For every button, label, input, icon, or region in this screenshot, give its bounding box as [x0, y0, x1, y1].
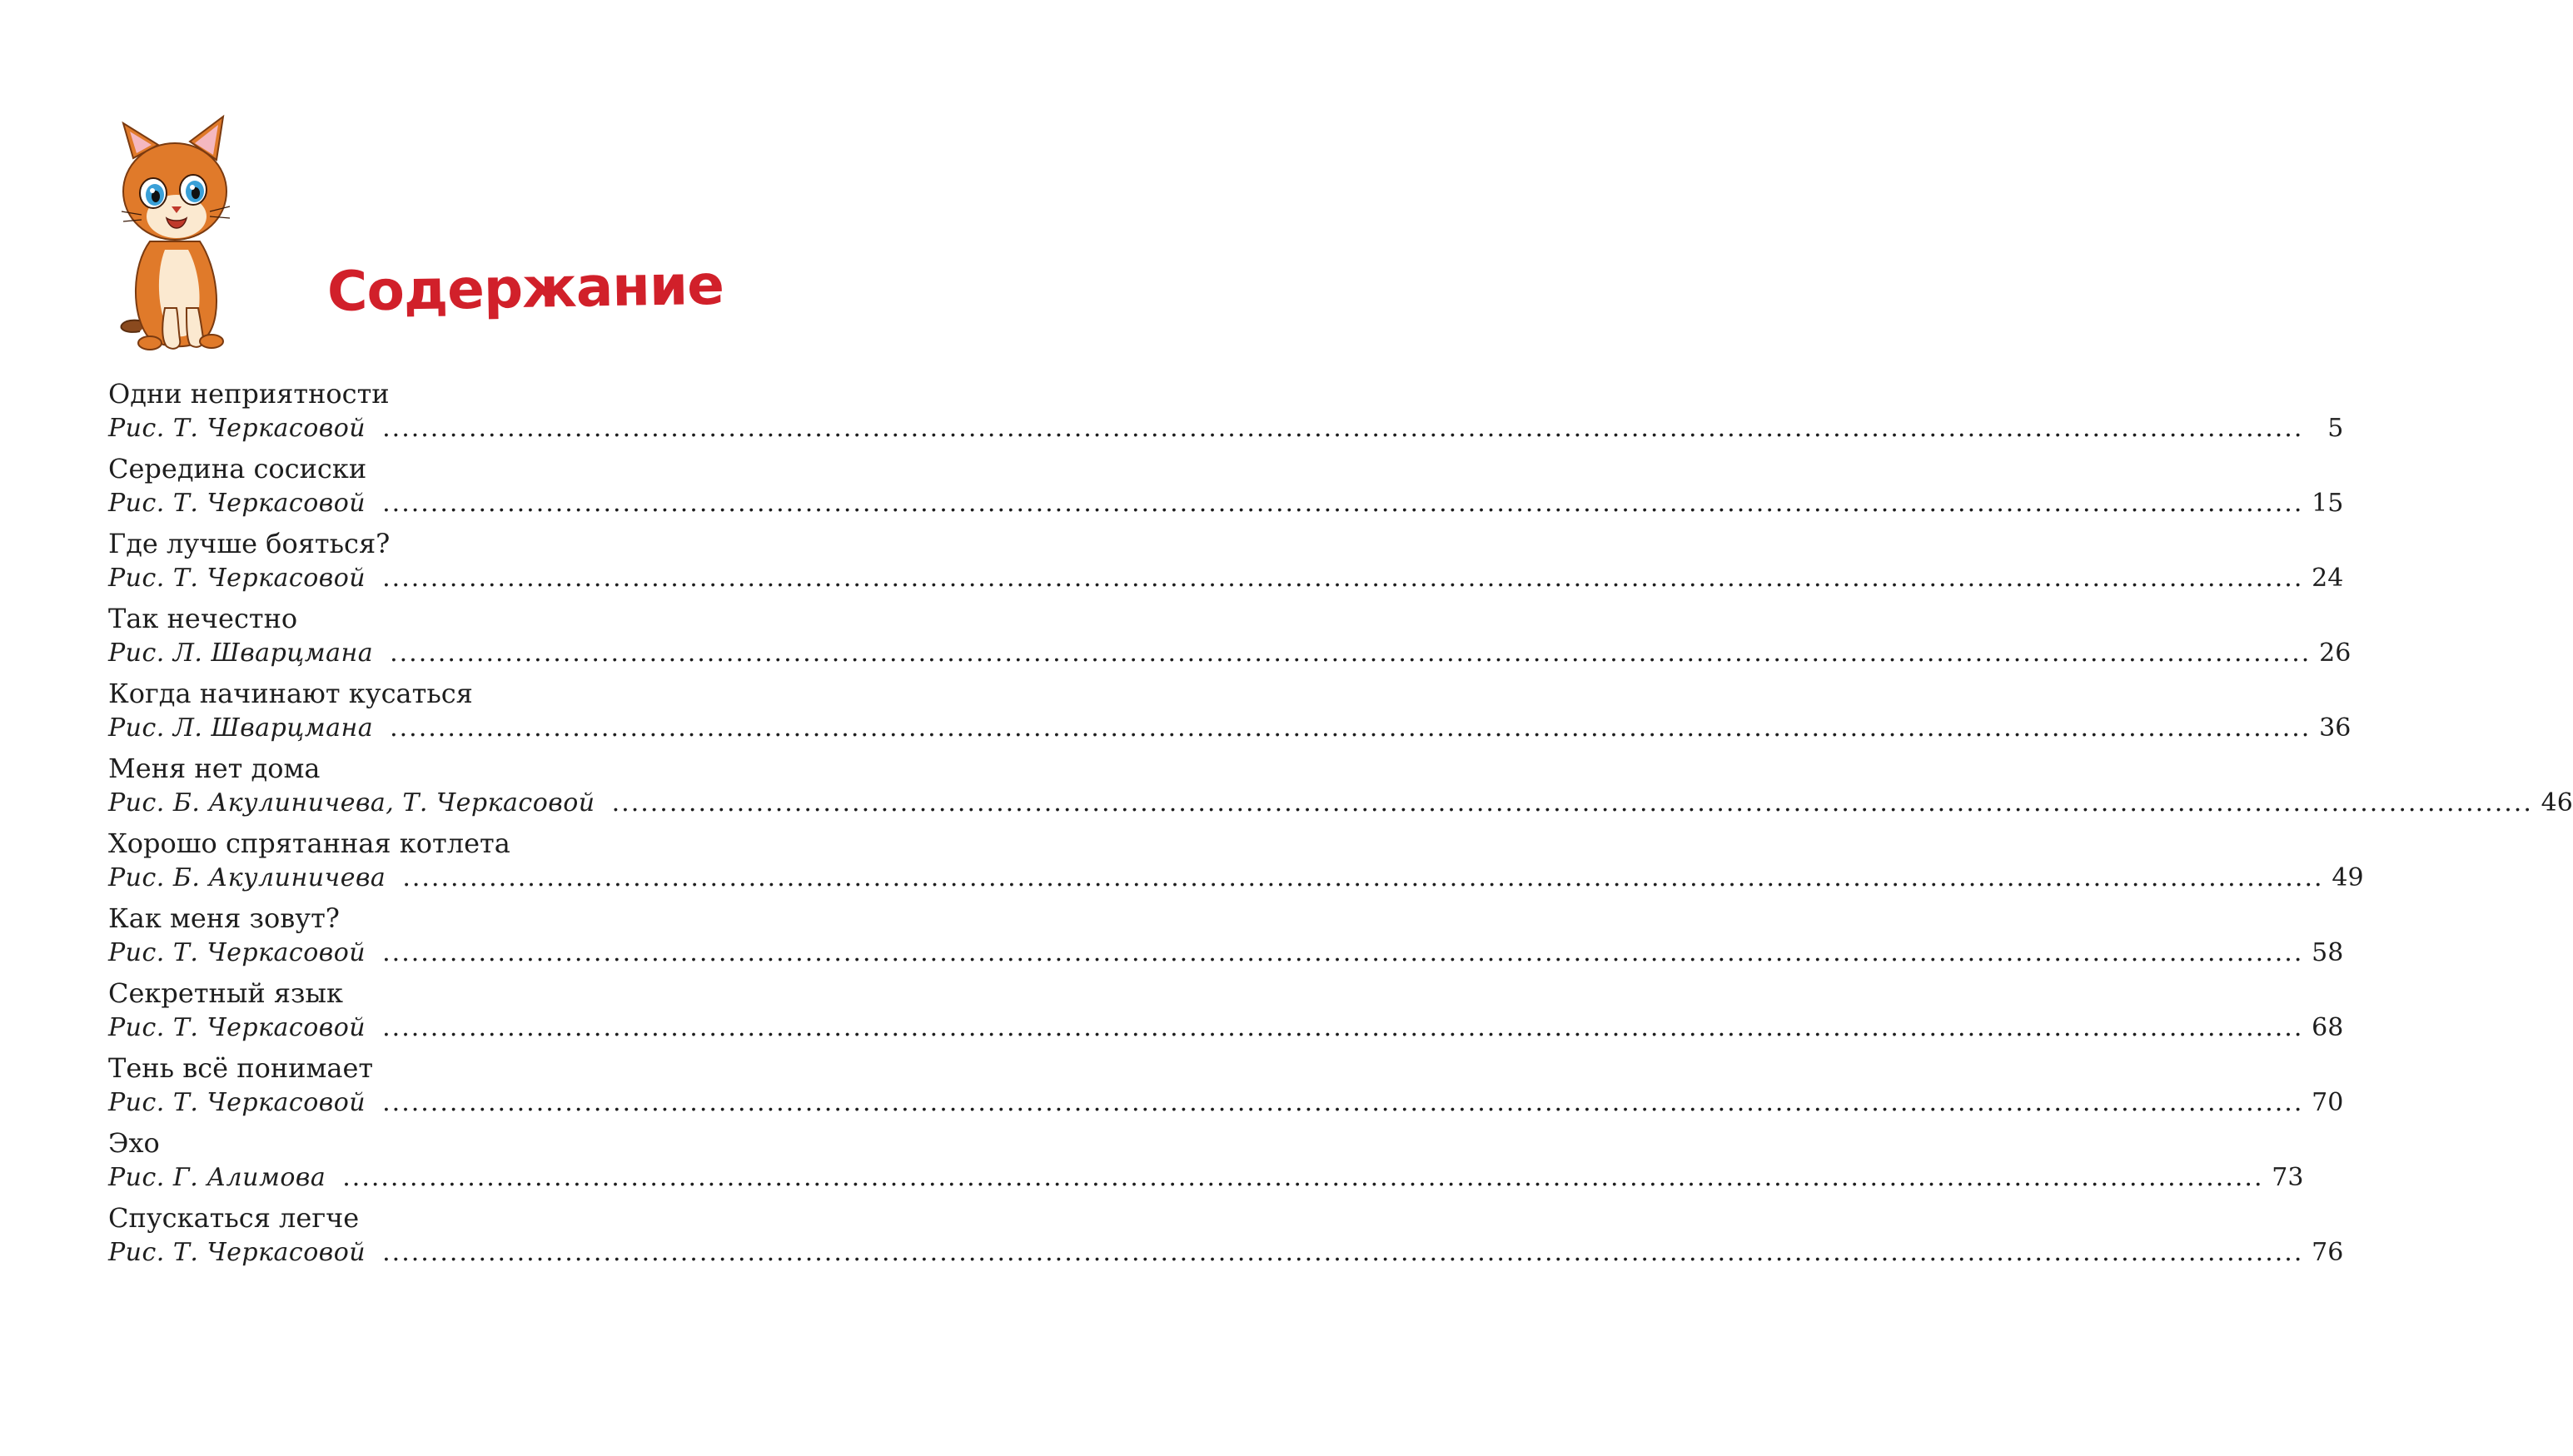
toc-entry-page-number: 46	[2541, 788, 2573, 817]
toc-entry-credit: Рис. Т. Черкасовой	[108, 489, 366, 518]
dot-leader: ........................................................................................................................................................................................................	[342, 1163, 2264, 1192]
dot-leader: ........................................................................................................................................................................................................	[611, 788, 2533, 817]
toc-entry	[108, 976, 2344, 1051]
toc-entry-title: Где лучше бояться?	[108, 528, 391, 559]
toc-entry	[108, 1126, 2304, 1200]
toc-entry	[108, 601, 2352, 676]
toc-entry-title: Как меня зовут?	[108, 902, 340, 934]
toc-entry-page-number: 73	[2272, 1163, 2304, 1192]
toc-entry-credit: Рис. Т. Черкасовой	[108, 1238, 366, 1267]
dot-leader: ........................................................................................................................................................................................................	[390, 639, 2312, 668]
toc-entry-credit: Рис. Т. Черкасовой	[108, 564, 366, 593]
dot-leader: ........................................................................................................................................................................................................	[390, 713, 2312, 743]
toc-entry-credit: Рис. Т. Черкасовой	[108, 414, 366, 443]
toc-entry-page-number: 49	[2332, 863, 2364, 892]
toc-entry	[108, 751, 2573, 826]
toc-entry-title: Так нечестно	[108, 603, 298, 634]
dot-leader: ........................................................................................................................................................................................................	[382, 489, 2304, 518]
toc-entry-credit: Рис. Л. Шварцмана	[108, 639, 374, 668]
toc-entry-line	[108, 1086, 2344, 1121]
toc-entry-title: Секретный язык	[108, 977, 343, 1009]
toc-entry	[108, 676, 2352, 751]
toc-entry-line	[108, 636, 2352, 671]
table-of-contents	[108, 376, 2573, 1275]
toc-entry-line	[108, 711, 2352, 746]
toc-entry-line	[108, 861, 2364, 896]
toc-entry	[108, 1200, 2344, 1275]
toc-entry-page-number: 24	[2312, 564, 2344, 593]
toc-entry-credit: Рис. Т. Черкасовой	[108, 1088, 366, 1117]
toc-entry	[108, 901, 2344, 976]
toc-entry-title: Спускаться легче	[108, 1202, 360, 1234]
dot-leader: ........................................................................................................................................................................................................	[402, 863, 2324, 892]
toc-entry-title: Середина сосиски	[108, 453, 367, 485]
toc-entry-title: Меня нет дома	[108, 753, 321, 784]
toc-entry-credit: Рис. Л. Шварцмана	[108, 713, 374, 743]
toc-entry	[108, 826, 2364, 901]
toc-entry-line	[108, 561, 2344, 596]
toc-entry-title: Хорошо спрятанная котлета	[108, 827, 510, 859]
dot-leader: ........................................................................................................................................................................................................	[382, 1088, 2304, 1117]
toc-entry-page-number: 5	[2327, 414, 2344, 443]
toc-entry-page-number: 15	[2312, 489, 2344, 518]
toc-entry	[108, 1051, 2344, 1126]
kitten-illustration	[107, 117, 244, 358]
toc-entry-credit: Рис. Т. Черкасовой	[108, 938, 366, 967]
toc-entry-credit: Рис. Б. Акулиничева	[108, 863, 386, 892]
toc-entry-page-number: 76	[2312, 1238, 2344, 1267]
dot-leader: ........................................................................................................................................................................................................	[382, 938, 2304, 967]
toc-entry-title: Одни неприятности	[108, 378, 390, 410]
dot-leader: ........................................................................................................................................................................................................	[382, 1238, 2304, 1267]
dot-leader: ........................................................................................................................................................................................................	[382, 564, 2304, 593]
toc-entry-line	[108, 936, 2344, 971]
toc-entry-line	[108, 1160, 2304, 1195]
toc-entry-line	[108, 486, 2344, 521]
toc-entry-credit: Рис. Б. Акулиничева, Т. Черкасовой	[108, 788, 595, 817]
toc-entry	[108, 451, 2344, 526]
toc-entry-line	[108, 1011, 2344, 1046]
toc-entry-title: Тень всё понимает	[108, 1052, 374, 1084]
toc-entry-title: Когда начинают кусаться	[108, 678, 473, 709]
toc-entry-line	[108, 786, 2573, 821]
toc-entry-line	[108, 411, 2344, 446]
toc-entry	[108, 376, 2344, 451]
toc-entry-credit: Рис. Г. Алимова	[108, 1163, 326, 1192]
dot-leader: ........................................................................................................................................................................................................	[382, 1013, 2304, 1042]
page-title: Содержание	[326, 252, 724, 324]
toc-entry-page-number: 36	[2319, 713, 2352, 743]
toc-entry-page-number: 70	[2312, 1088, 2344, 1117]
toc-entry-line	[108, 1235, 2344, 1270]
toc-entry-page-number: 58	[2312, 938, 2344, 967]
toc-entry-page-number: 26	[2319, 639, 2352, 668]
toc-entry-credit: Рис. Т. Черкасовой	[108, 1013, 366, 1042]
toc-entry-title: Эхо	[108, 1127, 160, 1159]
toc-entry-page-number: 68	[2312, 1013, 2344, 1042]
dot-leader: ........................................................................................................................................................................................................	[382, 414, 2304, 443]
toc-entry	[108, 526, 2344, 601]
